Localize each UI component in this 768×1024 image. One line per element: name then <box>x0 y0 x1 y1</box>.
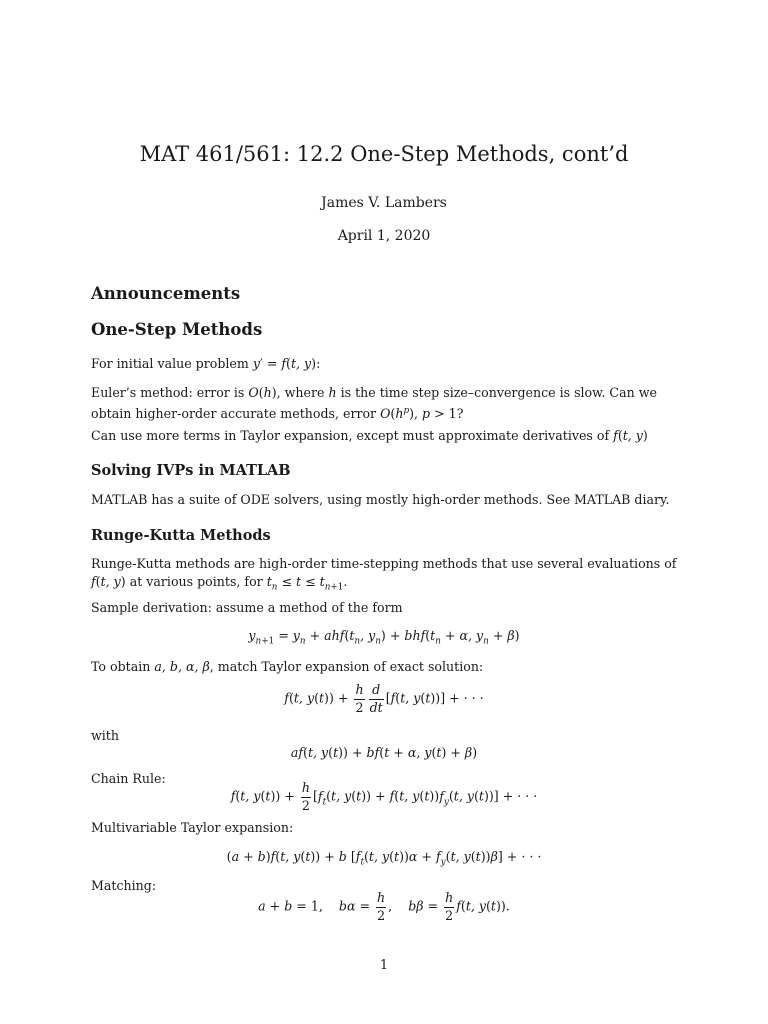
page-number: 1 <box>379 957 388 972</box>
paragraph-rk-intro: Runge-Kutta methods are high-order time-stepping methods that use several evaluations of f(t, y) at various points, for $t_n \le t \le t_{n+1}$. <box>91 556 677 593</box>
equation-matching: a + b = 1, bα = $\frac{h}{2}$ , bβ = $\frac{h}{2}$ f(t, y(t)). <box>258 890 510 923</box>
paragraph-text: , match Taylor expansion of exact solution: <box>209 659 484 674</box>
paragraph-sample-derivation: Sample derivation: assume a method of the form <box>91 600 403 615</box>
label-with: with <box>91 728 119 743</box>
label-matching: Matching: <box>91 878 157 893</box>
equation-multivariable: (a + b)f(t, y(t)) + b [$f_t(t$, $y(t))\alpha + f_y(t$, y(t))β] + · · · <box>226 849 542 868</box>
paragraph-matlab: MATLAB has a suite of ODE solvers, using mostly high-order methods. See MATLAB diary. <box>91 492 670 507</box>
label-chain-rule: Chain Rule: <box>91 771 166 786</box>
heading-runge-kutta: Runge-Kutta Methods <box>91 527 271 544</box>
paragraph-ivp: For initial value problem y′ = f(t, y): <box>91 356 321 371</box>
heading-announcements: Announcements <box>91 284 241 303</box>
equation-method-expansion: af(t, y(t)) + bf(t + α, y(t) + β) <box>290 745 478 760</box>
paragraph-text: . <box>343 574 348 589</box>
equation-exact-expansion: f(t, y(t)) + $\frac{h}{2}$ $\frac{d}{dt}$ [f(t, y(t))] + · · · <box>284 682 484 715</box>
paragraph-text: For initial value problem <box>91 356 253 371</box>
heading-one-step-methods: One-Step Methods <box>91 320 263 339</box>
document-date: April 1, 2020 <box>337 228 431 244</box>
equation-method-form: $y_{n+1} = y_n + ahf(t_n$, $y_n) + bhf(t_n + \alpha$, $y_n + \beta$) <box>248 628 520 647</box>
paragraph-text: Can use more terms in Taylor expansion, except must approximate derivatives of <box>91 428 614 443</box>
document-title: MAT 461/561: 12.2 One-Step Methods, cont’d <box>139 142 629 166</box>
equation-chain-rule: f(t, y(t)) + $\frac{h}{2}$ [$f_t(t$, y(t)) + f(t, $y(t))f_y(t$, y(t))] + · · · <box>230 780 538 813</box>
paragraph-text: at various points, for <box>125 574 267 589</box>
document-author: James V. Lambers <box>321 195 447 211</box>
paragraph-taylor: Can use more terms in Taylor expansion, except must approximate derivatives of f(t, y) <box>91 428 648 443</box>
paragraph-text: To obtain <box>91 659 155 674</box>
paragraph-text: ? <box>456 406 464 422</box>
paragraph-euler: Euler’s method: error is O(h), where h is the time step size–convergence is slow. Can we obtain higher-order accurate methods, error $O(h^p)$, p > 1? <box>91 385 657 422</box>
paragraph-text: is the time step size–convergence is slow. Can we obtain higher-order accurate methods, error <box>91 385 657 422</box>
label-multivariable: Multivariable Taylor expansion: <box>91 820 294 835</box>
paragraph-text: , where <box>276 385 329 400</box>
paragraph-text: Euler’s method: error is <box>91 385 249 400</box>
paragraph-obtain-coefficients: To obtain a, b, α, β, match Taylor expansion of exact solution: <box>91 659 484 674</box>
heading-solving-ivps: Solving IVPs in MATLAB <box>91 462 291 479</box>
paragraph-text: Runge-Kutta methods are high-order time-stepping methods that use several evaluations of <box>91 556 677 571</box>
